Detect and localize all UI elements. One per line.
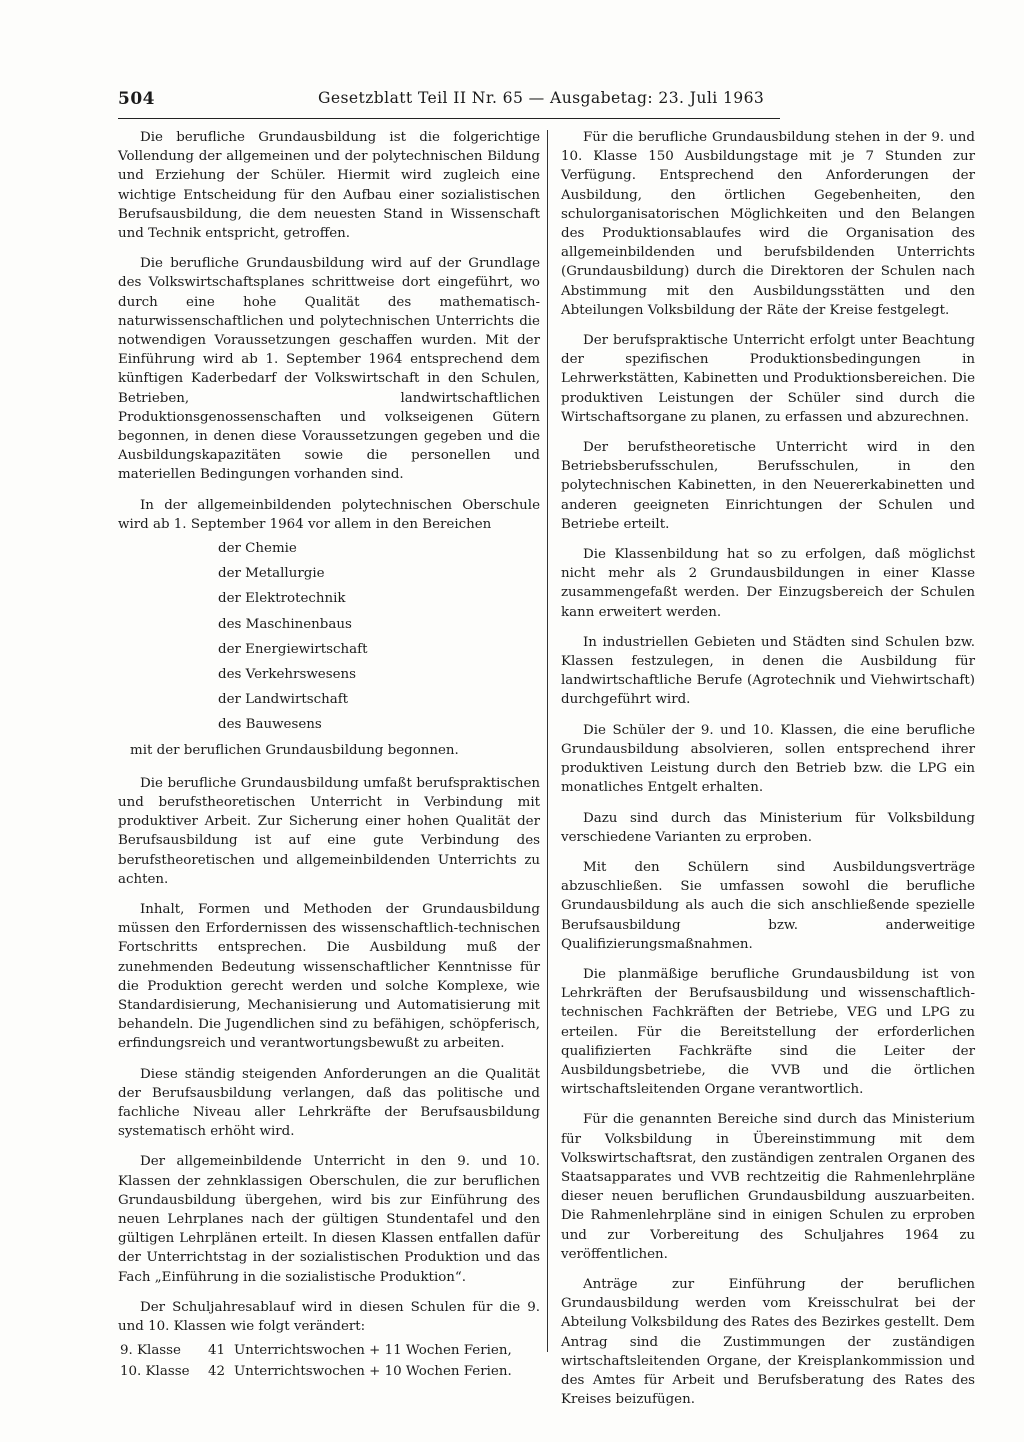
list-item: des Maschinenbaus xyxy=(218,616,352,632)
paragraph: Die planmäßige berufliche Grundausbildung ist von Lehrkräften der Berufsausbildung und wissenschaftlich-technischen Fachkräften der Betriebe, VEG und LPG zu erteilen. Für die Bereitstellung der erforderlichen qualifizierten Fachkräfte sind die Leiter der Ausbildungsbetriebe, die VVB und die örtlichen wirtschaftsleitenden Organe verantwortlich. xyxy=(561,966,975,1098)
page-number: 504 xyxy=(118,89,155,109)
paragraph: Für die berufliche Grundausbildung stehen in der 9. und 10. Klasse 150 Ausbildungstage mit je 7 Stunden zur Verfügung. Entsprechend den Anforderungen der Ausbildung, den örtlichen Gegebenheiten, den schulorganisatorischen Möglichkeiten und den Belangen des Produktionsablaufes wird die Organisation des allgemeinbildenden und berufsbildenden Unterrichts (Grundausbildung) durch die Direktoren der Schulen nach Abstimmung mit den Ausbildungsstätten und den Abteilungen Volksbildung der Räte der Kreise festgelegt. xyxy=(561,130,975,318)
list-item: der Elektrotechnik xyxy=(218,591,346,607)
table-row xyxy=(118,1341,540,1362)
paragraph: Die berufliche Grundausbildung wird auf der Grundlage des Volkswirtschaftsplanes schrittweise dort eingeführt, wo durch eine hohe Qualität des mathematisch-naturwissenschaftlichen und polytechnischen Unterrichts die notwendigen Voraussetzungen geschaffen wurden. Mit der Einführung wird ab 1. September 1964 entsprechend dem künftigen Kaderbedarf der Volkswirtschaft in den Schulen, Betrieben, landwirtschaftlichen Produktionsgenossenschaften und volkseigenen Gütern begonnen, in denen diese Voraussetzungen gegeben und die Ausbildungskapazitäten sowie die personellen und materiellen Bedingungen vorhanden sind. xyxy=(118,256,540,483)
paragraph: Die berufliche Grundausbildung ist die folgerichtige Vollendung der allgemeinen und der polytechnischen Bildung und Erziehung der Schüler. Hiermit wird zugleich eine wichtige Entscheidung für den Aufbau einer sozialistischen Berufsausbildung, die dem neuesten Stand in Wissenschaft und Technik entspricht, getroffen. xyxy=(118,130,540,242)
paragraph: Inhalt, Formen und Methoden der Grundausbildung müssen den Erfordernissen des wissenschaftlich-technischen Fortschritts entsprechen. Die Ausbildung muß der zunehmenden Bedeutung wissenschaftlicher Kenntnisse für die Produktion gerecht werden und solche Komplexe, wie Standardisierung, Mechanisierung und Automatisierung mit behandeln. Die Jugendlichen sind zu befähigen, schöpferisch, erfindungsreich und verantwortungsbewußt zu arbeiten. xyxy=(118,901,540,1052)
list-item: des Verkehrswesens xyxy=(218,667,357,682)
paragraph: In industriellen Gebieten und Städten sind Schulen bzw. Klassen festzulegen, in denen die Ausbildung für landwirtschaftliche Berufe (Agrotechnik und Viehwirtschaft) durchgeführt wird. xyxy=(561,634,975,708)
paragraph: Anträge zur Einführung der beruflichen Grundausbildung werden vom Kreisschulrat bei der Abteilung Volksbildung des Rates des Bezirkes gestellt. Dem Antrag sind die Zustimmungen der zuständigen wirtschaftsleitenden Organe, der Kreisplankommission und des Amtes für Arbeit und Berufsberatung des Rates des Kreises beizufügen. xyxy=(561,1276,975,1408)
school-year-schedule xyxy=(118,1341,540,1383)
schedule-class: 9. Klasse xyxy=(120,1343,181,1359)
list-item: der Metallurgie xyxy=(218,566,325,582)
paragraph: Dazu sind durch das Ministerium für Volksbildung verschiedene Varianten zu erproben. xyxy=(561,810,975,845)
schedule-class: 10. Klasse xyxy=(120,1364,190,1380)
schedule-detail: Unterrichtswochen + 11 Wochen Ferien, xyxy=(234,1343,512,1359)
schedule-detail: Unterrichtswochen + 10 Wochen Ferien. xyxy=(234,1364,512,1380)
paragraph: Die Klassenbildung hat so zu erfolgen, daß möglichst nicht mehr als 2 Grundausbildungen in einer Klasse zusammengefaßt werden. Der Einzugsbereich der Schulen kann erweitert werden. xyxy=(561,547,975,620)
paragraph: mit der beruflichen Grundausbildung begonnen. xyxy=(130,742,459,758)
paragraph: Diese ständig steigenden Anforderungen an die Qualität der Berufsausbildung verlangen, daß das politische und fachliche Niveau aller Lehrkräfte der Berufsausbildung systematisch erhöht wird. xyxy=(118,1066,540,1140)
paragraph: Der berufstheoretische Unterricht wird in den Betriebsberufsschulen, Berufsschulen, in den polytechnischen Kabinetten, in den Neuererkabinetten und anderen geeigneten Einrichtungen der Schulen und Betriebe erteilt. xyxy=(561,440,975,532)
schedule-weeks: 41 xyxy=(208,1343,226,1359)
list-item: der Energiewirtschaft xyxy=(218,641,368,657)
paragraph: Der berufspraktische Unterricht erfolgt unter Beachtung der spezifischen Produktionsbedingungen in Lehrwerkstätten, Kabinetten und Produktionsbereichen. Die produktiven Leistungen der Schüler sind durch die Wirtschaftsorgane zu planen, zu erfassen und abzurechnen. xyxy=(561,333,975,425)
right-column xyxy=(561,128,975,1420)
page-header xyxy=(118,88,780,114)
paragraph: Der allgemeinbildende Unterricht in den 9. und 10. Klassen der zehnklassigen Oberschulen, die zur beruflichen Grundausbildung übergehen, wird bis zur Einführung des neuen Lehrplanes nach der gültigen Stundentafel und den gültigen Lehrplänen erteilt. In diesen Klassen entfallen dafür der Unterrichtstag in der sozialistischen Produktion und das Fach „Einführung in die sozialistische Produktion“. xyxy=(118,1154,540,1285)
paragraph: Der Schuljahresablauf wird in diesen Schulen für die 9. und 10. Klassen wie folgt verändert: xyxy=(118,1299,540,1335)
paragraph: Die Schüler der 9. und 10. Klassen, die eine berufliche Grundausbildung absolvieren, sollen entsprechend ihrer produktiven Leistung durch den Betrieb bzw. die LPG ein monatliches Entgelt erhalten. xyxy=(561,722,975,796)
list-item: der Landwirtschaft xyxy=(218,692,349,708)
paragraph: Die berufliche Grundausbildung umfaßt berufspraktischen und berufstheoretischen Unterricht in Verbindung mit produktiver Arbeit. Zur Sicherung einer hohen Qualität der Berufsausbildung ist auf eine gute Verbindung des berufstheoretischen und allgemeinbildenden Unterrichts zu achten. xyxy=(118,775,540,887)
paragraph: Mit den Schülern sind Ausbildungsverträge abzuschließen. Sie umfassen sowohl die berufliche Grundausbildung als auch die sich anschließende spezielle Berufsausbildung bzw. anderweitige Qualifizierungsmaßnahmen. xyxy=(561,859,975,952)
schedule-weeks: 42 xyxy=(208,1364,226,1380)
left-column xyxy=(118,128,540,1383)
list-item: des Bauwesens xyxy=(218,717,322,733)
column-divider xyxy=(547,130,548,1352)
paragraph: Für die genannten Bereiche sind durch das Ministerium für Volksbildung in Übereinstimmung mit dem Volkswirtschaftsrat, den zuständigen zentralen Organen des Staatsapparates und VVB rechtzeitig die Rahmenlehrpläne dieser neuen beruflichen Grundausbildung auszuarbeiten. Die Rahmenlehrpläne sind in einigen Schulen zu erproben und zur Vorbereitung des Schuljahres 1964 zu veröffentlichen. xyxy=(561,1112,975,1262)
running-title: Gesetzblatt Teil II Nr. 65 — Ausgabetag: 23. Juli 1963 xyxy=(318,89,765,107)
paragraph: In der allgemeinbildenden polytechnischen Oberschule wird ab 1. September 1964 vor allem in den Bereichen xyxy=(118,497,540,532)
areas-list xyxy=(218,536,540,738)
table-row xyxy=(118,1362,540,1383)
list-item: der Chemie xyxy=(218,541,297,557)
header-rule xyxy=(118,118,780,119)
